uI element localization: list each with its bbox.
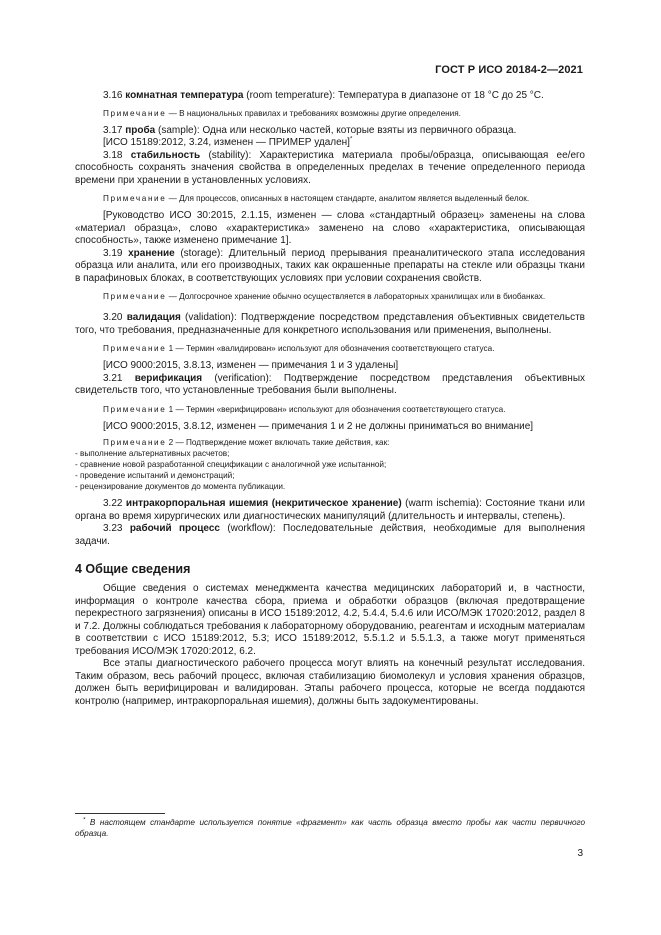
- term-3-17: 3.17 проба (sample): Одна или несколько частей, которые взяты из первичного образца.: [103, 124, 517, 136]
- note-3-19: Примечание — Долгосрочное хранение обычно осуществляется в лабораторных хранилищах или в биобанках.: [103, 292, 546, 301]
- note-3-18: Примечание — Для процессов, описанных в настоящем стандарте, аналитом является выделенный белок.: [103, 194, 530, 203]
- term-3-22: 3.22 интракорпоральная ишемия (некритическое хранение) (warm ischemia): Состояние ткани или органа во время хирургических или диагностических манипуляций (длительность и интервалы, степень).: [75, 498, 586, 522]
- reference-3-18: [Руководство ИСО 30:2015, 2.1.15, изменен — слова «стандартный образец» заменены на слова «материал образца», слово «характеристика» заменено на слово «характеристика, описывающая способность», также изменено примечание 1].: [75, 210, 585, 246]
- note-list-item: - сравнение новой разработанной спецификации с аналогичной уже испытанной;: [75, 460, 387, 469]
- term-3-20: 3.20 валидация (validation): Подтверждение посредством представления объективных свидетельств того, что требования, предназначенные для конкретного использования или применения, выполнены.: [75, 312, 585, 336]
- footnote-separator: [75, 813, 165, 814]
- page-content: [75, 90, 585, 708]
- note-3-20: Примечание 1 — Термин «валидирован» используют для обозначения соответствующего статуса.: [103, 344, 495, 353]
- term-3-21: 3.21 верификация (verification): Подтверждение посредством представления объективных свидетельств того, что установленные требования были выполнены.: [75, 372, 586, 396]
- reference-3-20: [ИСО 9000:2015, 3.8.13, изменен — примечания 1 и 3 удалены]: [103, 360, 399, 371]
- term-3-19: 3.19 хранение (storage): Длительный период прерывания преаналитического этапа исследования образца или аналита, или его производных, таких как окрашенные препараты на стекле или образцы ткани в парафиновых блоках, в соответствующих условиях при условии сохранения свойств.: [75, 247, 585, 284]
- section-4-paragraph-1: Общие сведения о системах менеджмента качества медицинских лабораторий и, в частности, информация о контроле качества сбора, приема и обработки образцов (включая предотвращение перекрестного загрязнения) описаны в ИСО 15189:2012, 4.2, 5.4.4, 5.4.6 или ИСО/МЭК 17020:2012, раздел 8 и 7.2. Должны соблюдаться требования к лабораторному оборудованию, реагентам и исходным материалам в соответствии с ИСО 15189:2012, 5.3; ИСО 15189:2012, 5.5.1.2 и 5.5.1.3, а также могут применяться требования ИСО/МЭК 17020:2012, 6.2.: [75, 583, 585, 657]
- section-4-heading: 4 Общие сведения: [75, 562, 191, 576]
- reference-3-17: [ИСО 15189:2012, 3.24, изменен — ПРИМЕР удален]*: [103, 136, 353, 148]
- term-3-18: 3.18 стабильность (stability): Характеристика материала пробы/образца, описывающая ее/его способность сохранять значения свойства в определенных пределах в течение определенного периода времени при хранении в установленных условиях.: [75, 149, 585, 186]
- note-list-item: - рецензирование документов до момента публикации.: [75, 482, 286, 491]
- document-header: ГОСТ Р ИСО 20184-2—2021: [435, 64, 583, 76]
- note-3-21-2: Примечание 2 — Подтверждение может включать такие действия, как:: [103, 438, 390, 447]
- note-3-21-1: Примечание 1 — Термин «верифицирован» используют для обозначения соответствующего статуса.: [103, 404, 506, 414]
- term-3-23: 3.23 рабочий процесс (workflow): Последовательные действия, необходимые для выполнения задачи.: [75, 523, 586, 547]
- reference-3-21: [ИСО 9000:2015, 3.8.12, изменен — примечания 1 и 2 не должны приниматься во внимание]: [103, 420, 534, 432]
- note-3-16: Примечание — В национальных правилах и требованиях возможны другие определения.: [103, 108, 461, 118]
- term-3-16: 3.16 комнатная температура (room temperature): Температура в диапазоне от 18 °С до 25 °С.: [103, 90, 544, 101]
- note-list-item: - проведение испытаний и демонстраций;: [75, 471, 235, 480]
- footnote: * В настоящем стандарте используется понятие «фрагмент» как часть образца вместо пробы как части первичного образца.: [75, 817, 586, 838]
- section-4-paragraph-2: Все этапы диагностического рабочего процесса могут влиять на конечный результат исследования. Таким образом, весь рабочий процесс, включая стабилизацию биомолекул и условия хранения образцов, должен быть верифицирован и валидирован. Этапы рабочего процесса, которые не всегда поддаются контролю (например, интракорпоральная ишемия), должны быть задокументированы.: [75, 658, 585, 707]
- note-list-item: - выполнение альтернативных расчетов;: [75, 449, 230, 458]
- page-number: 3: [577, 848, 583, 859]
